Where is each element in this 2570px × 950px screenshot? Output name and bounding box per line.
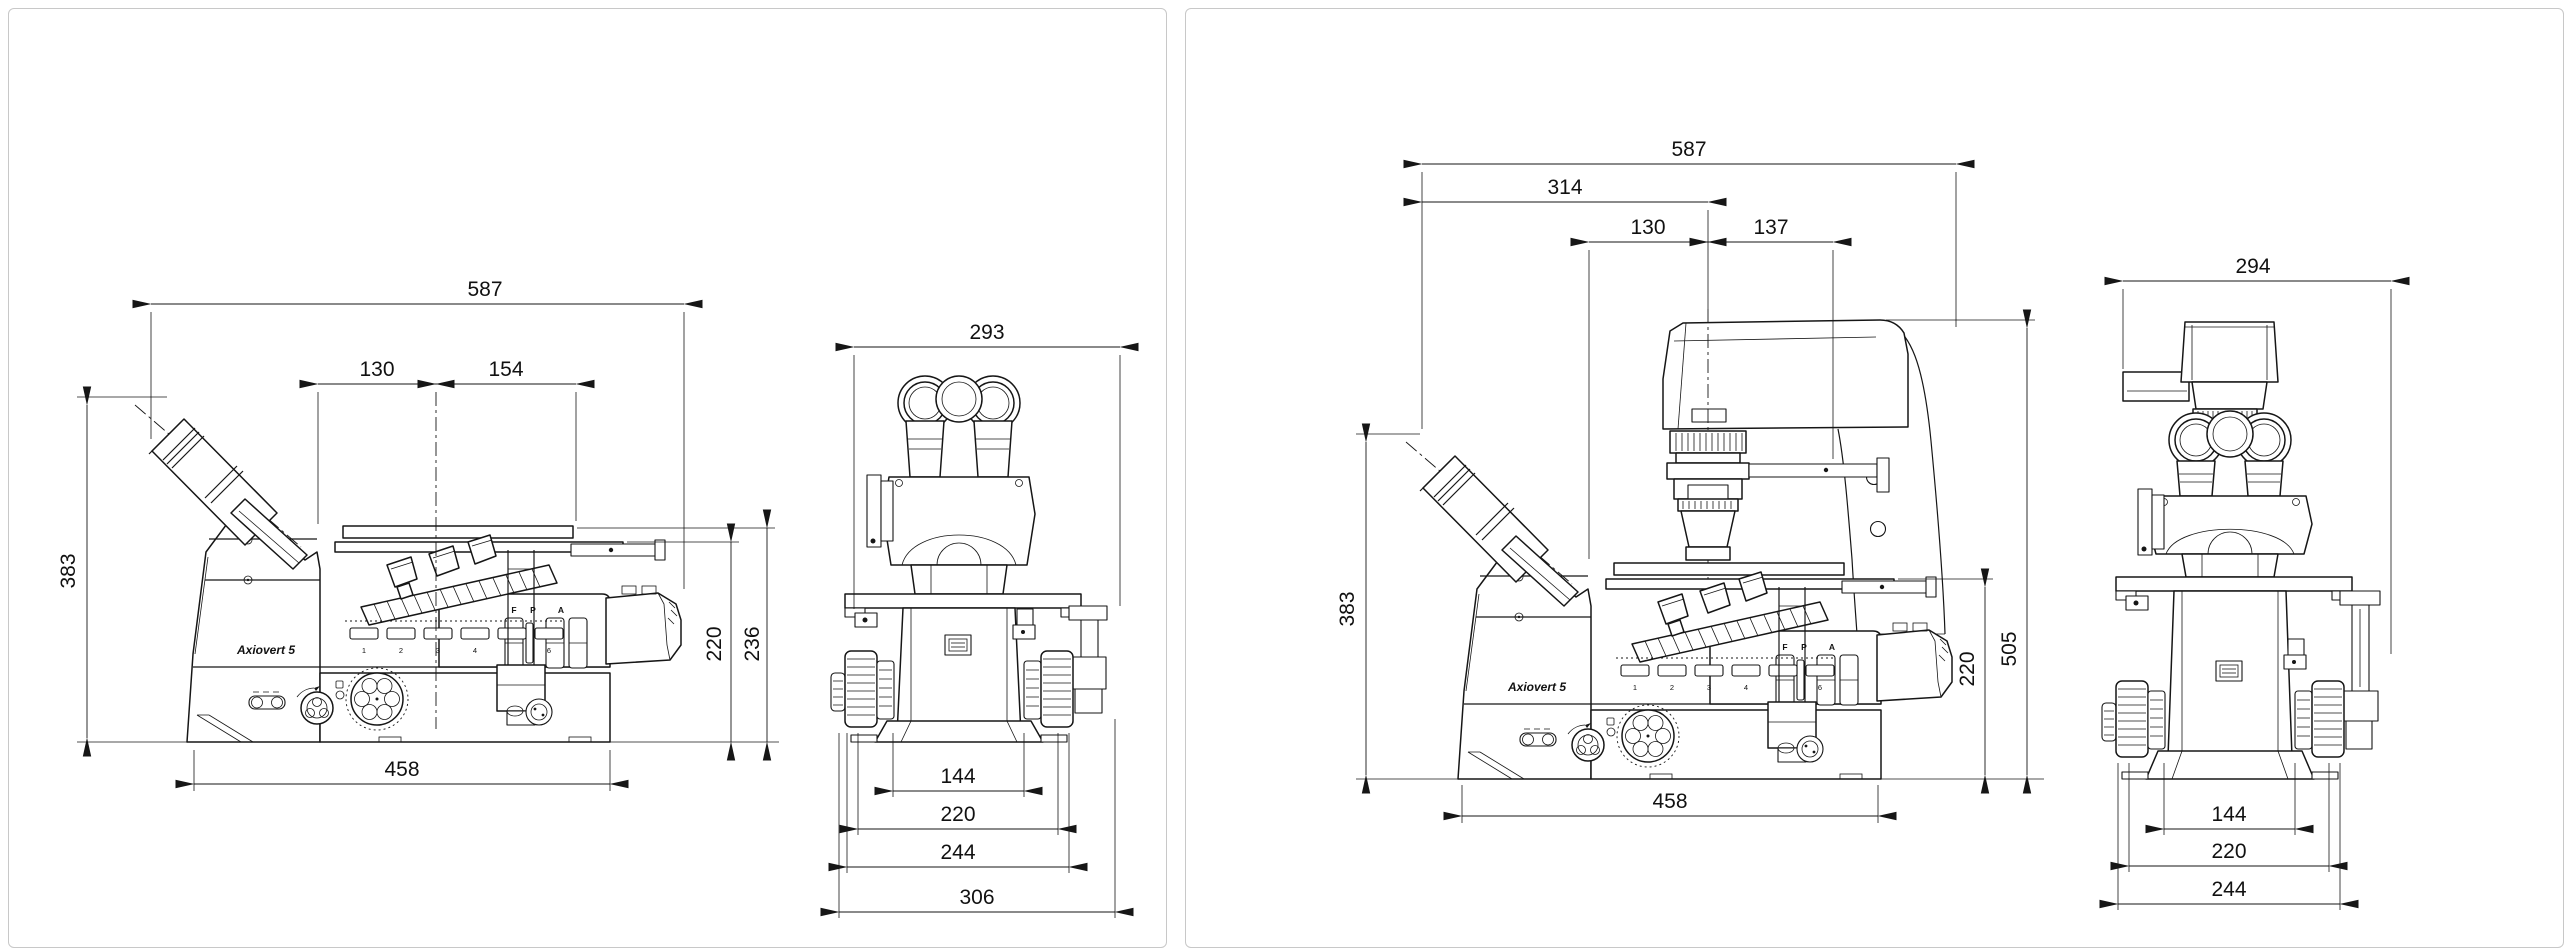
head-neck — [911, 565, 1007, 594]
svg-text:244: 244 — [2211, 878, 2247, 901]
svg-text:130: 130 — [1630, 216, 1666, 239]
zeiss-logo-plate — [2216, 661, 2242, 681]
svg-text:2: 2 — [1669, 683, 1675, 692]
focus-knob-right — [1013, 609, 1073, 727]
svg-text:144: 144 — [940, 765, 976, 788]
svg-text:244: 244 — [940, 841, 976, 864]
dimension-130 — [318, 358, 436, 524]
front-view — [831, 321, 1120, 918]
side-view — [135, 405, 681, 742]
svg-text:587: 587 — [467, 278, 503, 301]
button-label-p: P — [530, 605, 536, 615]
dimension-458 — [1462, 785, 1878, 823]
base-front — [2122, 751, 2338, 779]
zeiss-logo-plate — [945, 635, 971, 655]
binocular-head-front — [883, 376, 1035, 565]
dimension-314 — [1422, 176, 1708, 309]
svg-text:4: 4 — [472, 646, 478, 655]
focus-knob-left — [831, 651, 894, 727]
svg-text:293: 293 — [969, 321, 1005, 344]
svg-text:220: 220 — [940, 803, 976, 826]
camera-side-port — [867, 475, 893, 547]
model-label: Axiovert 5 — [1507, 680, 1567, 694]
button-label-p: P — [1801, 642, 1807, 652]
svg-text:130: 130 — [359, 358, 395, 381]
base-front — [851, 721, 1067, 742]
dimension-244 — [2118, 763, 2340, 910]
svg-text:587: 587 — [1671, 138, 1707, 161]
button-label-f: F — [511, 605, 517, 615]
focus-knob-right — [2284, 639, 2344, 757]
svg-text:383: 383 — [1336, 591, 1359, 627]
svg-text:220: 220 — [2211, 840, 2247, 863]
button-label-f: F — [1782, 642, 1788, 652]
svg-text:144: 144 — [2211, 803, 2247, 826]
svg-text:383: 383 — [57, 553, 80, 589]
svg-text:220: 220 — [1956, 651, 1979, 687]
column-body-front — [897, 608, 1021, 735]
illuminator-housing — [1663, 320, 1908, 429]
svg-text:6: 6 — [1817, 683, 1823, 692]
panel-left — [8, 8, 1167, 948]
button-label-a: A — [557, 605, 565, 615]
svg-text:6: 6 — [546, 646, 552, 655]
svg-text:458: 458 — [384, 758, 420, 781]
svg-text:220: 220 — [703, 626, 726, 662]
svg-text:137: 137 — [1753, 216, 1789, 239]
svg-text:1: 1 — [361, 646, 367, 655]
model-label: Axiovert 5 — [236, 643, 296, 657]
svg-text:1: 1 — [1632, 683, 1638, 692]
condenser-rod-front — [2340, 591, 2380, 749]
focus-knob-left — [2102, 681, 2165, 757]
front-view — [2102, 255, 2391, 910]
svg-text:306: 306 — [959, 886, 995, 909]
svg-text:314: 314 — [1547, 176, 1583, 199]
svg-text:3: 3 — [435, 646, 441, 655]
svg-text:4: 4 — [1743, 683, 1749, 692]
svg-text:2: 2 — [398, 646, 404, 655]
column-body-front — [2168, 591, 2292, 757]
svg-text:3: 3 — [1706, 683, 1712, 692]
technical-drawing-right — [1186, 9, 2563, 947]
condenser-rod-front — [1069, 606, 1107, 713]
button-label-a: A — [1828, 642, 1836, 652]
head-neck — [2182, 554, 2278, 577]
dimension-306 — [839, 719, 1115, 918]
dimension-458 — [194, 750, 610, 791]
technical-drawing-left — [9, 9, 1166, 947]
panel-right — [1185, 8, 2564, 948]
svg-text:505: 505 — [1998, 631, 2021, 667]
svg-text:458: 458 — [1652, 790, 1688, 813]
svg-text:294: 294 — [2235, 255, 2271, 278]
camera-side-port — [2138, 489, 2164, 555]
svg-text:154: 154 — [488, 358, 524, 381]
svg-text:236: 236 — [741, 626, 764, 662]
binocular-head-front — [2148, 411, 2312, 554]
